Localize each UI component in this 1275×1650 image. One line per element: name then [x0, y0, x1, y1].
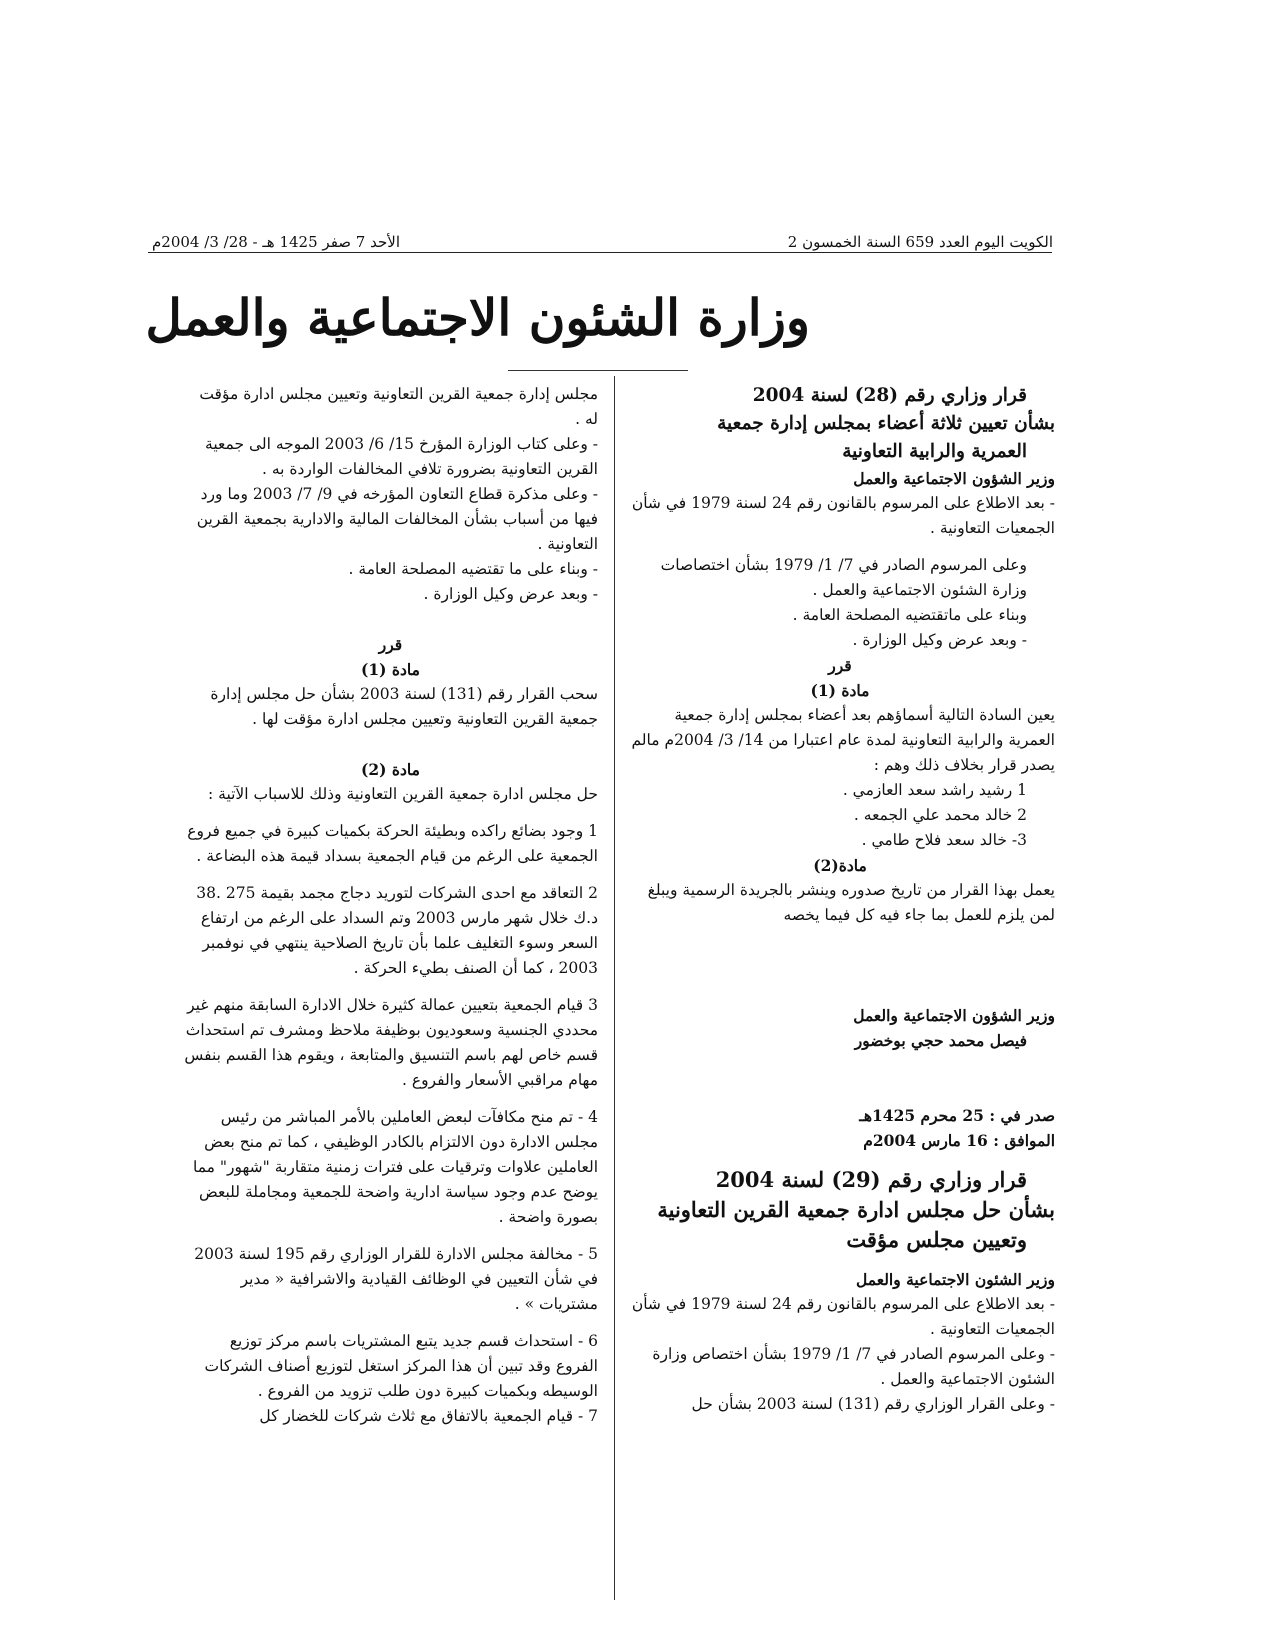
decree-29-article-2-heading: مادة (2) [361, 760, 420, 779]
decree-28-title: قرار وزاري رقم (28) لسنة 2004 [752, 385, 1027, 406]
decree-29-preamble-5: - وعلى مذكرة قطاع التعاون المؤرخه في 9/ 7/ 2003 وما ورد فيها من أسباب بشأن المخالفات المالية والادارية بجمعية القرين التعاونية . [196, 485, 598, 553]
signature-name: فيصل محمد حجي بوخضور [854, 1031, 1027, 1050]
decree-29-reason-5: 5 - مخالفة مجلس الادارة للقرار الوزاري رقم 195 لسنة 2003 في شأن التعيين في الوظائف القيادية والاشرافية « مدير مشتريات » . [194, 1245, 598, 1313]
banner-rule [508, 370, 688, 371]
decree-28-article-2-heading: مادة(2) [813, 856, 867, 875]
decree-28-preamble-4: - وبعد عرض وكيل الوزارة . [852, 631, 1027, 649]
decree-29-minister: وزير الشئون الاجتماعية والعمل [856, 1270, 1055, 1289]
issued-date-hijri: صدر في : 25 محرم 1425هـ [859, 1106, 1055, 1125]
decree-29-article-1-heading: مادة (1) [361, 660, 420, 679]
decree-29-title: قرار وزاري رقم (29) لسنة 2004 [715, 1167, 1027, 1192]
decree-28-preamble-1: - بعد الاطلاع على المرسوم بالقانون رقم 24 لسنة 1979 في شأن الجمعيات التعاونية . [631, 494, 1055, 537]
decree-29-article-2-text: حل مجلس ادارة جمعية القرين التعاونية وذلك للاسباب الآتية : [207, 785, 598, 803]
decree-28-article-1-text: يعين السادة التالية أسماؤهم بعد أعضاء بمجلس إدارة جمعية العمرية والرابية التعاونية لمدة عام اعتبارا من 14/ 3/ 2004م مالم يصدر قرار بخلاف ذلك وهم : [631, 706, 1055, 774]
decree-28-preamble-2: وعلى المرسوم الصادر في 7/ 1/ 1979 بشأن اختصاصات وزارة الشئون الاجتماعية والعمل . [660, 556, 1027, 599]
decree-29-reason-7: 7 - قيام الجمعية بالاتفاق مع ثلاث شركات للخضار كل [259, 1407, 598, 1425]
decree-29-article-1-text: سحب القرار رقم (131) لسنة 2003 بشأن حل مجلس إدارة جمعية القرين التعاونية وتعيين مجلس ادارة مؤقت لها . [210, 685, 598, 728]
decree-29-preamble-2: - وعلى المرسوم الصادر في 7/ 1/ 1979 بشأن اختصاص وزارة الشئون الاجتماعية والعمل . [652, 1345, 1055, 1388]
decree-28-decided: قرر [828, 656, 852, 675]
decree-28-subject-line-1: بشأن تعيين ثلاثة أعضاء بمجلس إدارة جمعية [717, 413, 1055, 434]
running-header-date: الأحد 7 صفر 1425 هـ - 28/ 3/ 2004م [152, 233, 400, 251]
decree-28-preamble-3: وبناء على ماتقتضيه المصلحة العامة . [792, 606, 1027, 624]
running-header-issue: الكويت اليوم العدد 659 السنة الخمسون 2 [787, 233, 1053, 251]
decree-29-preamble-4: - وعلى كتاب الوزارة المؤرخ 15/ 6/ 2003 الموجه الى جمعية القرين التعاونية بضرورة تلافي المخالفات الواردة به . [205, 435, 598, 478]
left-column [183, 382, 598, 1429]
decree-29-reason-6: 6 - استحداث قسم جديد يتبع المشتريات باسم مركز توزيع الفروع وقد تبين أن هذا المركز استغل لتوزيع أصناف الشركات الوسيطه وبكميات كبيرة دون طلب تزويد من الفروع . [204, 1332, 598, 1400]
decree-29-reason-1: 1 وجود بضائع راكده وبطيئة الحركة بكميات كبيرة في جميع فروع الجمعية على الرغم من قيام الجمعية بسداد قيمة هذه البضاعة . [187, 822, 598, 865]
decree-28-article-1-heading: مادة (1) [810, 681, 870, 700]
decree-29-preamble-3-cont: مجلس إدارة جمعية القرين التعاونية وتعيين مجلس ادارة مؤقت له . [199, 385, 598, 428]
decree-28-member-1: 1 رشيد راشد سعد العازمي . [842, 781, 1027, 799]
issued-date-gregorian: الموافق : 16 مارس 2004م [863, 1131, 1055, 1150]
decree-29-reason-4: 4 - تم منح مكافآت لبعض العاملين بالأمر المباشر من رئيس مجلس الادارة دون الالتزام بالكادر الوظيفي ، كما تم منح بعض العاملين علاوات وترقيات على فترات زمنية متقاربة "شهور" مما يوضح عدم وجود سياسة ادارية واضحة للجمعية ومجاملة للبعض بصورة واضحة . [193, 1108, 598, 1226]
column-divider [614, 376, 615, 1600]
decree-29-subject-line-2: وتعيين مجلس مؤقت [846, 1227, 1027, 1252]
decree-29-preamble-3: - وعلى القرار الوزاري رقم (131) لسنة 2003 بشأن حل [691, 1395, 1055, 1413]
decree-29-reason-2: 2 التعاقد مع احدى الشركات لتوريد دجاج مجمد بقيمة 275 .38 د.ك خلال شهر مارس 2003 وتم السداد على الرغم من ارتفاع السعر وسوء التغليف علما بأن تاريخ الصلاحية ينتهي في نوفمبر 2003 ، كما أن الصنف بطيء الحركة . [196, 884, 598, 977]
decree-28-minister: وزير الشؤون الاجتماعية والعمل [853, 469, 1055, 488]
decree-28-member-2: 2 خالد محمد علي الجمعه . [853, 806, 1027, 824]
decree-29-preamble-6: - وبناء على ما تقتضيه المصلحة العامة . [348, 560, 598, 578]
right-column [625, 382, 1055, 1417]
decree-28-subject-line-2: العمرية والرابية التعاونية [842, 441, 1027, 462]
decree-29-preamble-7: - وبعد عرض وكيل الوزارة . [423, 585, 598, 603]
signature-title: وزير الشؤون الاجتماعية والعمل [853, 1006, 1055, 1025]
ministry-banner: وزارة الشئون الاجتماعية والعمل [145, 288, 810, 347]
decree-29-preamble-1: - بعد الاطلاع على المرسوم بالقانون رقم 24 لسنة 1979 في شأن الجمعيات التعاونية . [631, 1295, 1055, 1338]
decree-29-decided: قرر [378, 635, 403, 654]
decree-28-article-2-text: يعمل بهذا القرار من تاريخ صدوره وينشر بالجريدة الرسمية ويبلغ لمن يلزم للعمل بما جاء فيه كل فيما يخصه [647, 881, 1055, 924]
decree-29-reason-3: 3 قيام الجمعية بتعيين عمالة كثيرة خلال الادارة السابقة منهم غير محددي الجنسية وسعوديون بوظيفة ملاحظ ومشرف تم استحداث قسم خاص لهم باسم التنسيق والمتابعة ، ويقوم هذا القسم بنفس مهام مراقبي الأسعار والفروع . [184, 996, 598, 1089]
decree-28-member-3: 3- خالد سعد فلاح طامي . [861, 831, 1027, 849]
decree-29-subject-line-1: بشأن حل مجلس ادارة جمعية القرين التعاونية [657, 1197, 1055, 1222]
header-rule [148, 252, 1052, 253]
